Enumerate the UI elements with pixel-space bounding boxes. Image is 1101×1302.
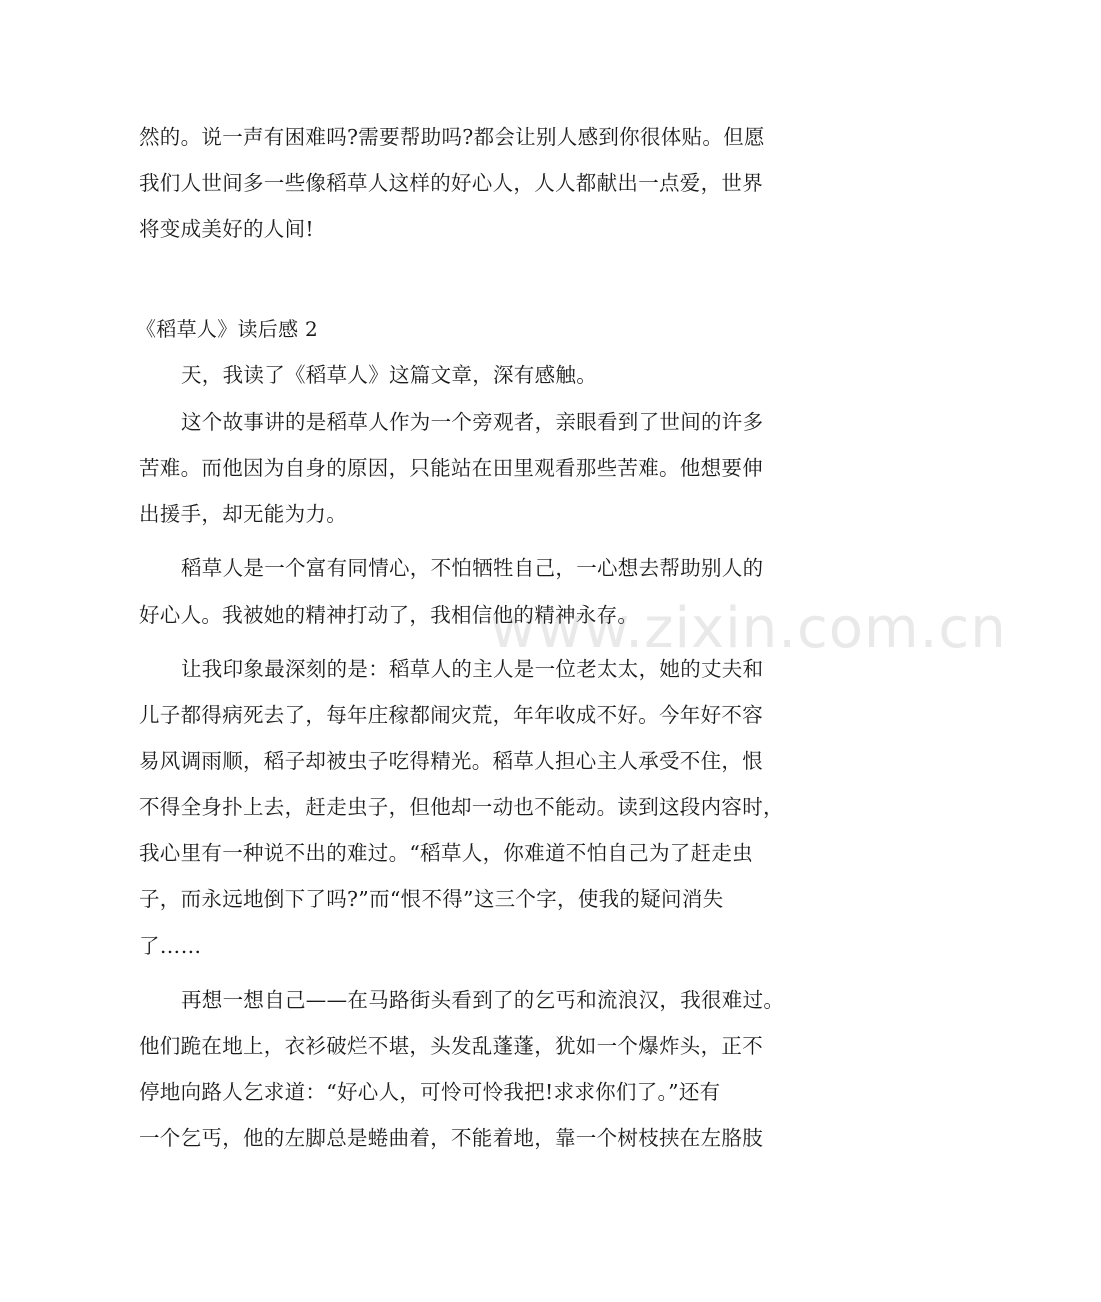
text-line: 不得全身扑上去，赶走虫子，但他却一动也不能动。读到这段内容时， [139,795,784,819]
watermark: www.zixin.com.cn [490,596,1007,661]
text-line: 一个乞丐，他的左脚总是蜷曲着，不能着地，靠一个树枝挟在左胳肢 [139,1126,763,1150]
text-line: 然的。说一声有困难吗?需要帮助吗?都会让别人感到你很体贴。但愿 [139,125,765,149]
text-line: 苦难。而他因为自身的原因，只能站在田里观看那些苦难。他想要伸 [139,456,763,480]
text-line: 停地向路人乞求道：“好心人，可怜可怜我把!求求你们了。”还有 [139,1080,721,1104]
text-line: 子，而永远地倒下了吗?”而“恨不得”这三个字，使我的疑问消失 [139,887,724,911]
text-line: 儿子都得病死去了，每年庄稼都闹灾荒，年年收成不好。今年好不容 [139,703,763,727]
text-line: 出援手，却无能为力。 [139,502,347,526]
text-line: 我们人世间多一些像稻草人这样的好心人，人人都献出一点爱，世界 [139,171,763,195]
section-title: 《稻草人》读后感 2 [136,317,319,341]
text-line: 天，我读了《稻草人》这篇文章，深有感触。 [181,363,597,387]
text-line: 稻草人是一个富有同情心，不怕牺牲自己，一心想去帮助别人的 [181,556,764,580]
text-line: 我心里有一种说不出的难过。“稻草人，你难道不怕自己为了赶走虫 [139,841,753,865]
text-line: 让我印象最深刻的是：稻草人的主人是一位老太太，她的丈夫和 [181,657,764,681]
text-line: 易风调雨顺，稻子却被虫子吃得精光。稻草人担心主人承受不住，恨 [139,749,763,773]
text-line: 这个故事讲的是稻草人作为一个旁观者，亲眼看到了世间的许多 [181,410,764,434]
text-line: 将变成美好的人间! [139,217,314,241]
text-line: 了…… [139,934,202,958]
text-line: 再想一想自己——在马路街头看到了的乞丐和流浪汉，我很难过。 [181,988,785,1012]
text-line: 好心人。我被她的精神打动了，我相信他的精神永存。 [139,603,639,627]
text-line: 他们跪在地上，衣衫破烂不堪，头发乱蓬蓬，犹如一个爆炸头，正不 [139,1034,763,1058]
